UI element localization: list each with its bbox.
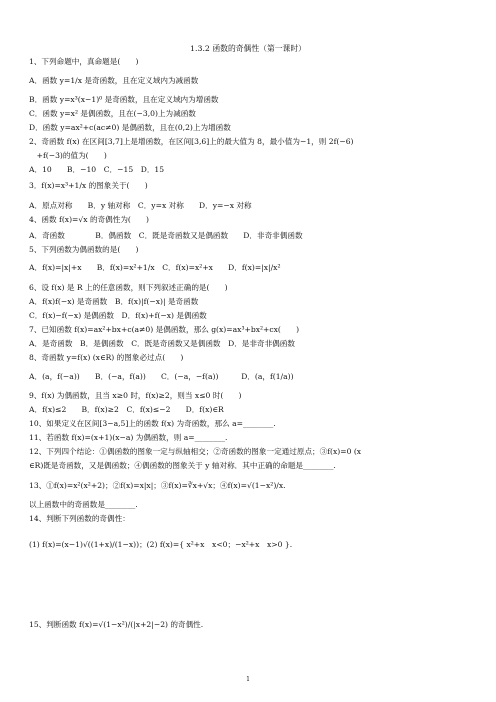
question-6-options-ab: A．f(x)f(−x) 是奇函数 B．f(x)|f(−x)| 是奇函数: [29, 297, 199, 306]
worksheet-title: 1.3.2 函数的奇偶性（第一课时）: [190, 44, 306, 53]
question-14-stem: 14、判断下列函数的奇偶性：: [29, 514, 130, 523]
question-1-option-c: C．函数 y=x² 是偶函数，且在(−3,0)上为减函数: [29, 109, 196, 118]
question-6-options-cd: C．f(x)−f(−x) 是偶函数 D．f(x)+f(−x) 是偶函数: [29, 311, 207, 320]
question-13-prompt: 以上函数中的奇函数是________.: [29, 500, 138, 509]
question-5-stem: 5、下列函数为偶函数的是( ): [29, 245, 139, 254]
question-1-option-b: B．函数 y=x³(x−1)⁰ 是奇函数，且在定义域内为增函数: [29, 95, 219, 104]
question-11: 11、若函数 f(x)=(x+1)(x−a) 为偶函数，则 a=________.: [29, 433, 228, 442]
question-8-stem: 8、奇函数 y=f(x) (x∈R) 的图象必过点( ): [29, 353, 184, 362]
question-9-stem: 9、f(x) 为偶函数，且当 x≥0 时，f(x)≥2，则当 x≤0 时( ): [29, 391, 242, 400]
question-2-options: A．10 B．−10 C．−15 D．15: [29, 165, 165, 174]
question-8-options: A．(a，f(−a)) B．(−a，f(a)) C．(−a，−f(a)) D．(a，f(1/a)): [29, 372, 294, 381]
question-13-functions: 13、①f(x)=x²(x²+2)；②f(x)=x|x|；③f(x)=∛x+√x；④f(x)=√(1−x²)/x.: [29, 481, 286, 490]
question-12-stem: 12、下列四个结论：①偶函数的图象一定与纵轴相交；②奇函数的图象一定通过原点；③f(x)=0 (x: [29, 447, 362, 456]
question-2-stem-cont: +f(−3)的值为( ): [29, 151, 107, 160]
page-number: 1: [246, 676, 250, 683]
question-5-options: A．f(x)=|x|+x B．f(x)=x²+1/x C．f(x)=x²+x D．f(x)=|x|/x²: [29, 263, 281, 272]
question-4-options: A．奇函数 B．偶函数 C．既是奇函数又是偶函数 D．非奇非偶函数: [29, 231, 303, 240]
question-6-stem: 6、设 f(x) 是 R 上的任意函数，则下列叙述正确的是( ): [29, 283, 228, 292]
question-3-options: A．原点对称 B．y 轴对称 C．y=x 对称 D．y=−x 对称: [29, 201, 252, 210]
question-10: 10、如果定义在区间[3−a,5]上的函数 f(x) 为奇函数，那么 a=________.: [29, 419, 276, 428]
question-1-option-a: A．函数 y=1/x 是奇函数，且在定义域内为减函数: [29, 76, 199, 85]
question-7-stem: 7、已知函数 f(x)=ax²+bx+c(a≠0) 是偶函数，那么 g(x)=ax³+bx²+cx( ): [29, 325, 300, 334]
question-15: 15、判断函数 f(x)=√(1−x²)/(|x+2|−2) 的奇偶性.: [29, 620, 204, 629]
question-7-options: A．是奇函数 B．是偶函数 C．既是奇函数又是偶函数 D．是非奇非偶函数: [29, 339, 295, 348]
question-4-stem: 4、函数 f(x)=√x 的奇偶性为( ): [29, 215, 150, 224]
question-3-stem: 3．f(x)=x³+1/x 的图象关于( ): [29, 181, 148, 190]
question-1-option-d: D．函数 y=ax²+c(ac≠0) 是偶函数，且在(0,2)上为增函数: [29, 123, 231, 132]
question-12-stem-cont: ∈R)既是奇函数，又是偶函数；④偶函数的图象关于 y 轴对称．其中正确的命题是________.: [29, 461, 336, 470]
question-9-options: A．f(x)≤2 B．f(x)≥2 C．f(x)≤−2 D．f(x)∈R: [29, 405, 224, 414]
question-2-stem: 2、奇函数 f(x) 在区间[3,7]上是增函数，在区间[3,6]上的最大值为 8，最小值为−1，则 2f(−6): [29, 137, 354, 146]
question-14-functions: (1) f(x)=(x−1)√((1+x)/(1−x))；(2) f(x)={ x²+x x<0；−x²+x x>0 }.: [29, 540, 293, 549]
question-1-stem: 1、下列命题中，真命题是( ): [29, 57, 139, 66]
